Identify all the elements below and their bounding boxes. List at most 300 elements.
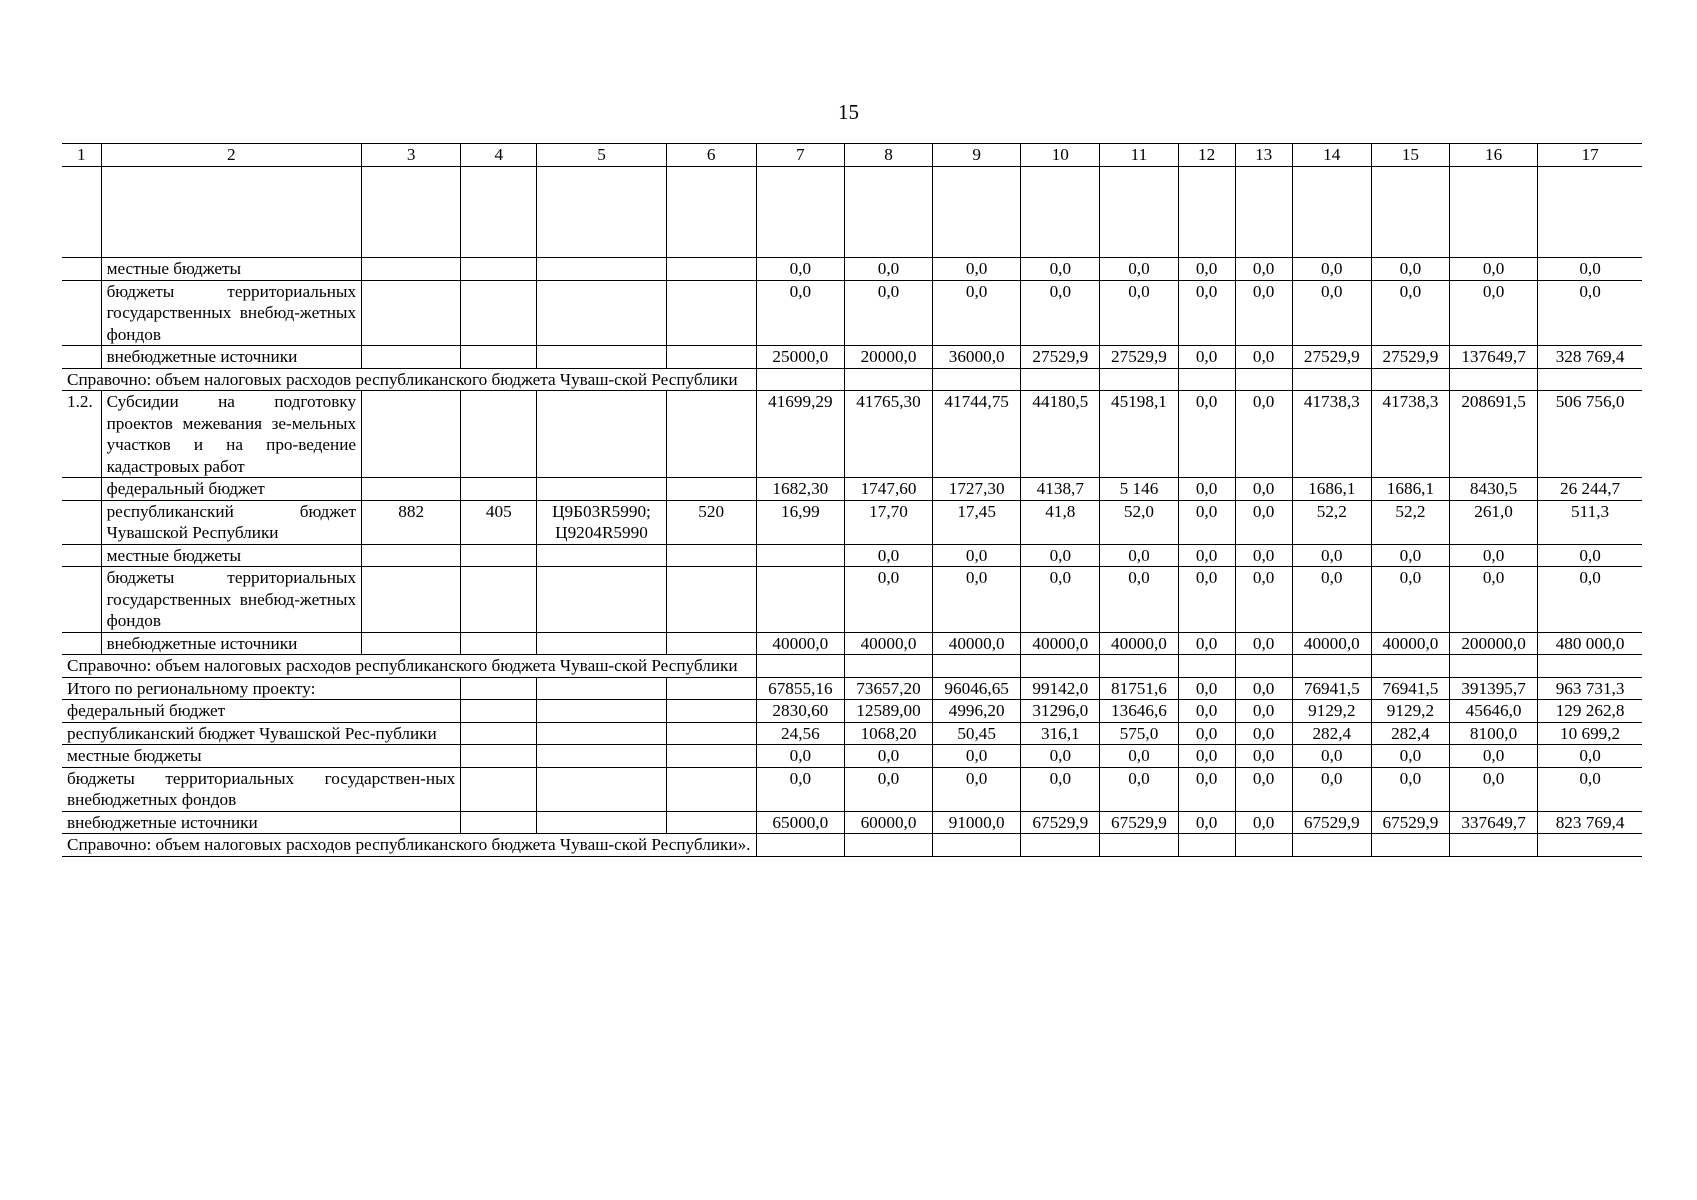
empty-cell [101,167,361,258]
value-cell: 0,0 [1235,632,1292,655]
value-cell: 0,0 [1449,258,1537,281]
empty-cell [537,722,666,745]
value-cell: 480 000,0 [1538,632,1642,655]
value-cell: 1068,20 [844,722,932,745]
column-number: 10 [1021,144,1100,167]
empty-cell [1371,167,1449,258]
value-cell: 99142,0 [1021,677,1100,700]
value-cell: 27529,9 [1021,346,1100,369]
page-number: 15 [838,100,859,124]
value-cell: 337649,7 [1449,811,1537,834]
value-cell: 0,0 [1292,567,1371,633]
empty-cell [666,700,756,723]
value-cell: 52,2 [1371,500,1449,544]
table-row [62,258,1642,281]
value-cell: 0,0 [933,745,1021,768]
value-cell: 44180,5 [1021,391,1100,478]
value-cell: 10 699,2 [1538,722,1642,745]
empty-cell [1100,655,1178,678]
empty-cell [1538,167,1642,258]
empty-cell [1449,834,1537,857]
value-cell: 1686,1 [1371,478,1449,501]
value-cell: 50,45 [933,722,1021,745]
empty-cell [1021,368,1100,391]
column-number: 6 [666,144,756,167]
value-cell: 2830,60 [756,700,844,723]
empty-cell [461,767,537,811]
empty-cell [461,346,537,369]
value-cell: 0,0 [1178,767,1235,811]
reference-label: Справочно: объем налоговых расходов республиканского бюджета Чуваш-ской Республики». [62,834,756,857]
value-cell: 0,0 [1021,567,1100,633]
empty-cell [1538,834,1642,857]
reference-label: Справочно: объем налоговых расходов республиканского бюджета Чуваш-ской Республики [62,655,756,678]
column-number: 9 [933,144,1021,167]
table-row [62,767,1642,811]
empty-cell [1449,655,1537,678]
value-cell: 0,0 [1235,478,1292,501]
value-cell: 963 731,3 [1538,677,1642,700]
empty-cell [1292,655,1371,678]
value-cell: 0,0 [1235,346,1292,369]
value-cell: 65000,0 [756,811,844,834]
value-cell: 129 262,8 [1538,700,1642,723]
empty-cell [1235,167,1292,258]
empty-cell [362,544,461,567]
value-cell: 0,0 [1292,280,1371,346]
empty-cell [844,655,932,678]
value-cell: 0,0 [1538,258,1642,281]
empty-cell [461,391,537,478]
code-grbs: 882 [362,500,461,544]
value-cell: 328 769,4 [1538,346,1642,369]
value-cell: 27529,9 [1292,346,1371,369]
value-cell: 76941,5 [1371,677,1449,700]
table-row [62,700,1642,723]
value-cell: 40000,0 [1021,632,1100,655]
empty-cell [1178,655,1235,678]
empty-cell [756,655,844,678]
empty-cell [461,722,537,745]
empty-cell [666,632,756,655]
value-cell: 0,0 [1235,567,1292,633]
table-row [62,280,1642,346]
value-cell: 316,1 [1021,722,1100,745]
table-row [62,745,1642,768]
value-cell: 0,0 [1235,767,1292,811]
value-cell: 0,0 [1292,745,1371,768]
empty-cell [62,544,101,567]
empty-cell [362,478,461,501]
value-cell: 41765,30 [844,391,932,478]
value-cell: 0,0 [1235,280,1292,346]
value-cell: 282,4 [1371,722,1449,745]
empty-cell [537,167,666,258]
column-number: 17 [1538,144,1642,167]
empty-cell [1021,167,1100,258]
empty-cell [933,368,1021,391]
row-label: внебюджетные источники [62,811,461,834]
value-cell: 0,0 [1371,567,1449,633]
value-cell: 0,0 [1100,745,1178,768]
value-cell: 0,0 [1235,745,1292,768]
column-number: 11 [1100,144,1178,167]
value-cell: 0,0 [1178,700,1235,723]
table-row [62,478,1642,501]
empty-cell [537,677,666,700]
empty-cell [1235,834,1292,857]
row-label: Субсидии на подготовку проектов межевания зе-мельных участков и на про-ведение кадастровых работ [101,391,361,478]
total-label: Итого по региональному проекту: [62,677,461,700]
empty-cell [844,167,932,258]
empty-cell [537,258,666,281]
empty-cell [666,258,756,281]
value-cell: 0,0 [1371,745,1449,768]
value-cell: 73657,20 [844,677,932,700]
value-cell: 41738,3 [1292,391,1371,478]
empty-cell [62,167,101,258]
value-cell: 0,0 [1100,567,1178,633]
value-cell: 0,0 [844,767,932,811]
value-cell: 137649,7 [1449,346,1537,369]
empty-cell [1538,368,1642,391]
value-cell: 0,0 [844,544,932,567]
row-label: республиканский бюджет Чувашской Рес-публики [62,722,461,745]
value-cell: 0,0 [1178,632,1235,655]
value-cell: 9129,2 [1292,700,1371,723]
empty-cell [666,811,756,834]
value-cell: 1747,60 [844,478,932,501]
value-cell: 0,0 [1538,767,1642,811]
empty-cell [362,567,461,633]
value-cell: 0,0 [1538,567,1642,633]
empty-cell [1021,655,1100,678]
value-cell: 208691,5 [1449,391,1537,478]
table-row [62,346,1642,369]
value-cell: 0,0 [933,258,1021,281]
value-cell: 0,0 [1021,767,1100,811]
value-cell: 506 756,0 [1538,391,1642,478]
value-cell: 0,0 [1235,811,1292,834]
empty-cell [666,722,756,745]
value-cell: 0,0 [1178,811,1235,834]
empty-cell [362,391,461,478]
value-cell: 0,0 [756,258,844,281]
value-cell: 0,0 [933,280,1021,346]
budget-table [62,143,1642,857]
empty-cell [844,834,932,857]
value-cell: 0,0 [1371,280,1449,346]
value-cell: 0,0 [1178,258,1235,281]
value-cell: 0,0 [1292,258,1371,281]
empty-cell [461,167,537,258]
value-cell: 1686,1 [1292,478,1371,501]
row-label: местные бюджеты [62,745,461,768]
empty-cell [62,258,101,281]
column-number: 12 [1178,144,1235,167]
value-cell: 0,0 [933,567,1021,633]
empty-cell [537,567,666,633]
value-cell: 67529,9 [1021,811,1100,834]
empty-cell [1235,368,1292,391]
value-cell: 0,0 [1178,346,1235,369]
value-cell: 52,2 [1292,500,1371,544]
row-label: внебюджетные источники [101,632,361,655]
empty-cell [1100,834,1178,857]
value-cell: 40000,0 [1100,632,1178,655]
table-row [62,391,1642,478]
value-cell: 67855,16 [756,677,844,700]
value-cell: 282,4 [1292,722,1371,745]
empty-cell [1292,368,1371,391]
value-cell: 0,0 [1178,280,1235,346]
value-cell: 200000,0 [1449,632,1537,655]
value-cell: 0,0 [1235,700,1292,723]
value-cell: 45646,0 [1449,700,1537,723]
value-cell: 67529,9 [1371,811,1449,834]
value-cell: 25000,0 [756,346,844,369]
value-cell: 0,0 [1235,677,1292,700]
column-number: 5 [537,144,666,167]
empty-cell [461,258,537,281]
empty-cell [756,167,844,258]
empty-cell [461,677,537,700]
value-cell: 67529,9 [1100,811,1178,834]
value-cell: 0,0 [1021,258,1100,281]
value-cell: 41738,3 [1371,391,1449,478]
value-cell: 0,0 [1178,677,1235,700]
value-cell: 0,0 [756,745,844,768]
empty-cell [461,632,537,655]
empty-cell [666,544,756,567]
value-cell: 0,0 [1292,767,1371,811]
table-row [62,722,1642,745]
empty-cell [62,478,101,501]
row-label: республиканский бюджет Чувашской Республики [101,500,361,544]
empty-cell [1178,834,1235,857]
value-cell: 20000,0 [844,346,932,369]
row-label: бюджеты территориальных государственных внебюд-жетных фондов [101,280,361,346]
empty-cell [666,167,756,258]
value-cell: 41744,75 [933,391,1021,478]
empty-cell [537,544,666,567]
value-cell: 0,0 [1371,544,1449,567]
value-cell: 67529,9 [1292,811,1371,834]
empty-cell [666,280,756,346]
row-label: внебюджетные источники [101,346,361,369]
code-section: 405 [461,500,537,544]
empty-cell [537,767,666,811]
empty-cell [1100,167,1178,258]
empty-cell [461,544,537,567]
empty-cell [1292,834,1371,857]
empty-cell [461,745,537,768]
table-row [62,632,1642,655]
value-cell: 1727,30 [933,478,1021,501]
value-cell: 0,0 [1235,391,1292,478]
table-row [62,544,1642,567]
column-number: 16 [1449,144,1537,167]
empty-cell [62,567,101,633]
value-cell: 45198,1 [1100,391,1178,478]
row-label: местные бюджеты [101,544,361,567]
empty-cell [844,368,932,391]
empty-cell [666,346,756,369]
column-number: 4 [461,144,537,167]
code-csr: Ц9Б03R5990; Ц9204R5990 [537,500,666,544]
value-cell: 0,0 [844,745,932,768]
empty-cell [537,391,666,478]
value-cell: 40000,0 [844,632,932,655]
table-row [62,500,1642,544]
value-cell: 0,0 [1538,280,1642,346]
empty-cell [756,567,844,633]
value-cell: 0,0 [1538,745,1642,768]
empty-cell [1021,834,1100,857]
value-cell: 0,0 [933,767,1021,811]
value-cell: 0,0 [1021,544,1100,567]
value-cell: 0,0 [1178,745,1235,768]
empty-cell [666,677,756,700]
table-row [62,677,1642,700]
empty-cell [62,346,101,369]
value-cell: 0,0 [1178,391,1235,478]
row-label: местные бюджеты [101,258,361,281]
value-cell: 40000,0 [756,632,844,655]
value-cell: 0,0 [1449,567,1537,633]
empty-cell [461,700,537,723]
value-cell: 823 769,4 [1538,811,1642,834]
value-cell: 40000,0 [1371,632,1449,655]
empty-cell [62,632,101,655]
value-cell: 0,0 [1449,280,1537,346]
value-cell: 0,0 [933,544,1021,567]
value-cell: 0,0 [1100,258,1178,281]
value-cell: 76941,5 [1292,677,1371,700]
empty-cell [1449,167,1537,258]
row-label: бюджеты территориальных государственных внебюд-жетных фондов [101,567,361,633]
empty-cell [537,811,666,834]
row-label: федеральный бюджет [62,700,461,723]
value-cell: 9129,2 [1371,700,1449,723]
empty-cell [362,346,461,369]
value-cell: 13646,6 [1100,700,1178,723]
value-cell: 0,0 [1371,767,1449,811]
empty-cell [537,346,666,369]
empty-cell [461,811,537,834]
value-cell: 40000,0 [933,632,1021,655]
value-cell: 0,0 [1292,544,1371,567]
value-cell: 27529,9 [1371,346,1449,369]
blank-row [62,167,1642,258]
value-cell: 0,0 [1178,722,1235,745]
empty-cell [537,280,666,346]
column-number: 14 [1292,144,1371,167]
value-cell: 96046,65 [933,677,1021,700]
value-cell: 0,0 [1178,478,1235,501]
empty-cell [1100,368,1178,391]
empty-cell [666,391,756,478]
empty-cell [1371,655,1449,678]
row-label: федеральный бюджет [101,478,361,501]
value-cell: 8430,5 [1449,478,1537,501]
column-number: 2 [101,144,361,167]
value-cell: 41,8 [1021,500,1100,544]
value-cell: 0,0 [1100,280,1178,346]
value-cell: 1682,30 [756,478,844,501]
value-cell: 60000,0 [844,811,932,834]
empty-cell [933,167,1021,258]
value-cell: 12589,00 [844,700,932,723]
empty-cell [756,544,844,567]
value-cell: 91000,0 [933,811,1021,834]
empty-cell [756,834,844,857]
value-cell: 0,0 [1449,767,1537,811]
empty-cell [666,745,756,768]
empty-cell [537,632,666,655]
value-cell: 0,0 [756,767,844,811]
value-cell: 0,0 [1235,544,1292,567]
value-cell: 0,0 [844,567,932,633]
value-cell: 0,0 [1100,544,1178,567]
table-row [62,655,1642,678]
empty-cell [537,478,666,501]
empty-cell [933,834,1021,857]
value-cell: 16,99 [756,500,844,544]
empty-cell [461,280,537,346]
value-cell: 0,0 [1178,567,1235,633]
empty-cell [756,368,844,391]
column-number: 1 [62,144,101,167]
value-cell: 5 146 [1100,478,1178,501]
value-cell: 0,0 [844,280,932,346]
value-cell: 0,0 [1178,544,1235,567]
value-cell: 575,0 [1100,722,1178,745]
value-cell: 81751,6 [1100,677,1178,700]
value-cell: 17,45 [933,500,1021,544]
value-cell: 31296,0 [1021,700,1100,723]
column-number: 8 [844,144,932,167]
value-cell: 0,0 [1538,544,1642,567]
empty-cell [666,767,756,811]
value-cell: 0,0 [1235,500,1292,544]
empty-cell [666,478,756,501]
value-cell: 0,0 [1100,767,1178,811]
value-cell: 0,0 [1021,280,1100,346]
value-cell: 261,0 [1449,500,1537,544]
value-cell: 0,0 [756,280,844,346]
empty-cell [537,700,666,723]
column-number: 13 [1235,144,1292,167]
value-cell: 0,0 [1235,258,1292,281]
value-cell: 0,0 [1021,745,1100,768]
value-cell: 41699,29 [756,391,844,478]
code-vr: 520 [666,500,756,544]
value-cell: 0,0 [1371,258,1449,281]
value-cell: 52,0 [1100,500,1178,544]
table-row [62,368,1642,391]
table-row [62,567,1642,633]
empty-cell [1449,368,1537,391]
empty-cell [537,745,666,768]
empty-cell [1178,167,1235,258]
value-cell: 8100,0 [1449,722,1537,745]
column-number: 15 [1371,144,1449,167]
reference-label: Справочно: объем налоговых расходов республиканского бюджета Чуваш-ской Республики [62,368,756,391]
empty-cell [666,567,756,633]
column-number: 7 [756,144,844,167]
empty-cell [1538,655,1642,678]
